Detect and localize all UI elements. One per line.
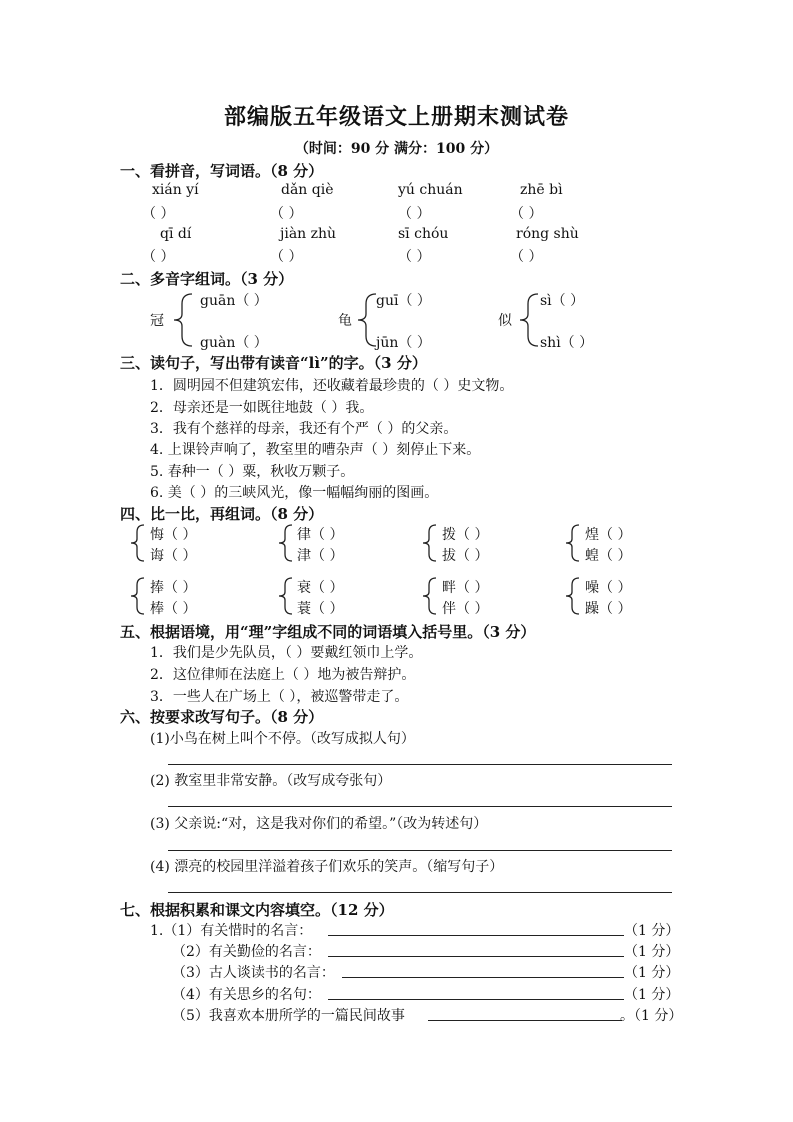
- char-compare[interactable]: 悔（ ）: [150, 527, 197, 543]
- answer-line[interactable]: [428, 1020, 622, 1021]
- sentence-item: 4. 上课铃声响了，教室里的嘈杂声（ ）刻停止下来。: [150, 442, 481, 458]
- sentence-item: 1．我们是少先队员，（ ）要戴红领巾上学。: [150, 645, 423, 661]
- char-compare[interactable]: 蓑（ ）: [297, 601, 344, 617]
- page-title: 部编版五年级语文上册期末测试卷: [223, 104, 569, 130]
- pinyin: zhē bì: [520, 182, 563, 198]
- answer-blank[interactable]: （ ）: [270, 206, 303, 222]
- answer-line[interactable]: [168, 850, 672, 851]
- score-note: （1 分）: [624, 923, 680, 939]
- fill-label: （4）有关思乡的名句：: [172, 987, 321, 1003]
- sentence-item: 1．圆明园不但建筑宏伟，还收藏着最珍贵的（ ）史文物。: [150, 378, 514, 394]
- answer-blank[interactable]: （ ）: [398, 206, 431, 222]
- pinyin: róng shù: [516, 226, 579, 242]
- polyphone-char: 龟: [338, 313, 352, 329]
- section-6-heading: 六、按要求改写句子。（8 分）: [120, 708, 324, 726]
- polyphone-reading[interactable]: sì（ ）: [540, 293, 585, 309]
- brace-icon: [276, 522, 296, 564]
- rewrite-prompt: (1)小鸟在树上叫个不停。（改写成拟人句）: [150, 731, 415, 747]
- char-compare[interactable]: 躁（ ）: [585, 601, 632, 617]
- sentence-item: 2．这位律师在法庭上（ ）地为被告辩护。: [150, 667, 416, 683]
- answer-blank[interactable]: （ ）: [270, 249, 303, 265]
- sentence-item: 2．母亲还是一如既往地鼓（ ）我。: [150, 400, 374, 416]
- char-compare[interactable]: 捧（ ）: [150, 580, 197, 596]
- answer-blank[interactable]: （ ）: [142, 249, 175, 265]
- fill-label: （3）古人谈读书的名言：: [172, 965, 335, 981]
- char-compare[interactable]: 律（ ）: [297, 527, 344, 543]
- char-compare[interactable]: 拔（ ）: [442, 548, 489, 564]
- char-compare[interactable]: 煌（ ）: [585, 527, 632, 543]
- brace-icon: [516, 290, 542, 350]
- char-compare[interactable]: 衰（ ）: [297, 580, 344, 596]
- polyphone-reading[interactable]: guī（ ）: [376, 293, 431, 309]
- polyphone-reading[interactable]: guān（ ）: [200, 293, 268, 309]
- fill-label: （5）我喜欢本册所学的一篇民间故事: [172, 1008, 405, 1024]
- answer-line[interactable]: [328, 999, 624, 1000]
- char-compare[interactable]: 蝗（ ）: [585, 548, 632, 564]
- pinyin: yú chuán: [398, 182, 463, 198]
- fill-label: 1.（1）有关惜时的名言：: [150, 923, 313, 939]
- score-note: （1 分）: [624, 965, 680, 981]
- char-compare[interactable]: 津（ ）: [297, 548, 344, 564]
- fill-label: （2）有关勤俭的名言：: [172, 944, 321, 960]
- char-compare[interactable]: 噪（ ）: [585, 580, 632, 596]
- brace-icon: [420, 575, 440, 617]
- sentence-item: 3．一些人在广场上（ ），被巡警带走了。: [150, 689, 409, 705]
- brace-icon: [170, 290, 196, 350]
- polyphone-char: 冠: [150, 313, 164, 329]
- answer-blank[interactable]: （ ）: [510, 206, 543, 222]
- polyphone-reading[interactable]: guàn（ ）: [200, 335, 268, 351]
- section-3-heading: 三、读句子，写出带有读音“lì”的字。（3 分）: [120, 354, 427, 372]
- score-note: 。（1 分）: [620, 1008, 683, 1024]
- char-compare[interactable]: 伴（ ）: [442, 601, 489, 617]
- section-2-heading: 二、多音字组词。（3 分）: [120, 270, 294, 288]
- char-compare[interactable]: 拨（ ）: [442, 527, 489, 543]
- brace-icon: [563, 575, 583, 617]
- pinyin: qī dí: [160, 226, 192, 242]
- pinyin: xián yí: [152, 182, 199, 198]
- rewrite-prompt: (2) 教室里非常安静。（改写成夸张句）: [150, 773, 392, 789]
- section-1-heading: 一、看拼音，写词语。（8 分）: [120, 162, 324, 180]
- answer-line[interactable]: [328, 935, 624, 936]
- section-4-heading: 四、比一比，再组词。（8 分）: [120, 505, 324, 523]
- brace-icon: [563, 522, 583, 564]
- answer-blank[interactable]: （ ）: [398, 249, 431, 265]
- answer-line[interactable]: [328, 956, 624, 957]
- sentence-item: 3．我有个慈祥的母亲，我还有个严（ ）的父亲。: [150, 421, 458, 437]
- polyphone-char: 似: [498, 313, 512, 329]
- polyphone-reading[interactable]: shì（ ）: [540, 335, 594, 351]
- score-note: （1 分）: [624, 944, 680, 960]
- page-subtitle: （时间：90 分 满分：100 分）: [294, 141, 499, 157]
- char-compare[interactable]: 诲（ ）: [150, 548, 197, 564]
- score-note: （1 分）: [624, 987, 680, 1003]
- rewrite-prompt: (4) 漂亮的校园里洋溢着孩子们欢乐的笑声。（缩写句子）: [150, 859, 504, 875]
- sentence-item: 5. 春种一（ ）粟，秋收万颗子。: [150, 464, 355, 480]
- char-compare[interactable]: 畔（ ）: [442, 580, 489, 596]
- answer-blank[interactable]: （ ）: [142, 206, 175, 222]
- brace-icon: [128, 575, 148, 617]
- polyphone-reading[interactable]: jūn（ ）: [376, 335, 431, 351]
- section-7-heading: 七、根据积累和课文内容填空。（12 分）: [120, 901, 394, 919]
- pinyin: sī chóu: [398, 226, 449, 242]
- brace-icon: [420, 522, 440, 564]
- answer-line[interactable]: [168, 764, 672, 765]
- answer-blank[interactable]: （ ）: [510, 249, 543, 265]
- pinyin: jiàn zhù: [280, 226, 337, 242]
- brace-icon: [128, 522, 148, 564]
- answer-line[interactable]: [168, 806, 672, 807]
- answer-line[interactable]: [168, 892, 672, 893]
- rewrite-prompt: (3) 父亲说:“对，这是我对你们的希望。”（改为转述句）: [150, 816, 488, 832]
- char-compare[interactable]: 棒（ ）: [150, 601, 197, 617]
- sentence-item: 6. 美（ ）的三峡风光，像一幅幅绚丽的图画。: [150, 485, 439, 501]
- pinyin: dǎn qiè: [281, 182, 334, 198]
- answer-line[interactable]: [342, 977, 624, 978]
- brace-icon: [276, 575, 296, 617]
- section-5-heading: 五、根据语境，用“理”字组成不同的词语填入括号里。（3 分）: [120, 623, 536, 641]
